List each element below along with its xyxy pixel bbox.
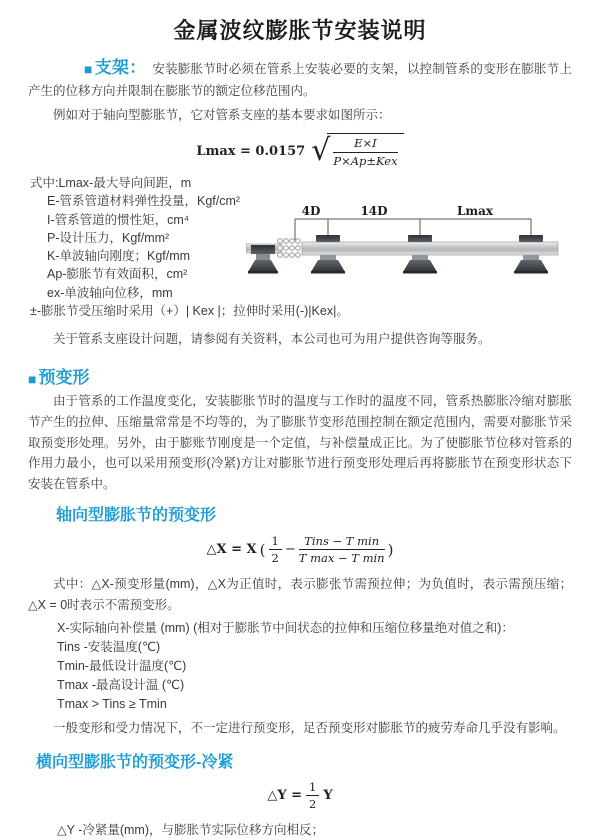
dy-half-numerator: 1 — [306, 780, 319, 797]
lateral-predeform-formula — [0, 780, 600, 812]
dimension-label-4d: 4D — [301, 204, 321, 218]
dx-formula-lhs: △X = X — [206, 542, 257, 558]
definition-line: I-管系管道的惯性矩，cm⁴ — [47, 212, 190, 227]
predeform-section-heading — [28, 363, 600, 388]
sqrt-expression — [311, 133, 403, 169]
axial-note-text: 一般变形和受力情况下，不一定进行预变形，足否预变形对膨胀节的疲劳寿命几乎没有影响。 — [53, 720, 566, 735]
dimension-label-lmax: Lmax — [456, 204, 494, 218]
pipe-main — [302, 242, 558, 255]
sqrt-radicand — [327, 133, 403, 169]
dx-half-numerator: 1 — [269, 534, 282, 551]
axial-item: Tins -安装温度(℃) — [57, 639, 161, 654]
definition-line: E-管系管道材料弹性投量，Kgf/cm² — [47, 194, 241, 209]
support-section-heading: 支架： — [94, 58, 147, 77]
lmax-fraction-numerator: E×I — [333, 136, 397, 153]
lmax-formula-lhs: Lmax = 0.0157 — [196, 143, 306, 159]
definition-line-plusminus: ±-膨胀节受压缩时采用（+）| Kex |；拉伸时采用(-)|Kex|。 — [30, 304, 349, 319]
lmax-fraction — [333, 136, 397, 169]
predeform-paragraph: 由于管系的工作温度变化，安装膨胀节时的温度与工作时的温度不同，管系热膨胀冷缩对膨胀节产生的拉伸、压缩量常常是不均等的，为了膨胀节变形范围控制在额定范围内，需要对膨胀节采取预变形处理。另外，由于膨账节刚度是一个定值，与补偿量成正比。为了使膨胀节位移对管系的作用力最小，也可以采用预变形(冷紧)方让对膨胀节进行预变形处理后再将膨胀节在预变形状态下安装在管系中。 — [28, 394, 572, 492]
dx-temp-fraction — [299, 534, 385, 567]
sqrt-radical-icon: √ — [311, 133, 331, 169]
support-intro-text: 安装膨胀节时必须在管系上安装必要的支架，以控制管系的变形在膨胀节上产生的位移方向并限制在膨胀节的额定位移范围内。 — [28, 62, 572, 98]
axial-example-text: 例如对于轴向型膨胀节，它对管系支座的基本要求如图所示： — [53, 108, 391, 122]
dx-temp-denominator: T max − T min — [298, 551, 385, 566]
lateral-predeform-heading: 横向型膨胀节的预变形-冷紧 — [36, 753, 234, 771]
axial-item: Tmax > Tins ≥ Tmin — [57, 696, 167, 711]
pipe-support-diagram — [246, 202, 600, 287]
document-page — [0, 14, 600, 837]
lmax-formula — [0, 132, 600, 170]
axial-item: X-实际轴向补偿量 (mm) (相对于膨胀节中间状态的拉伸和压缩位移量绝对值之和)： — [57, 620, 514, 635]
dx-open-paren: ( — [259, 540, 266, 559]
definition-line: K-单波轴向刚度；Kgf/mm — [47, 249, 191, 264]
dy-half-fraction — [306, 780, 319, 813]
predeform-heading-label: 预变形 — [38, 368, 90, 387]
definition-line: ex-单波轴向位移，mm — [47, 285, 173, 300]
section-marker-icon: ■ — [28, 371, 37, 387]
dimension-label-14d: 14D — [360, 204, 388, 218]
bellows-icon — [278, 239, 301, 258]
anchor-support — [248, 245, 278, 274]
section-marker-icon: ■ — [84, 61, 93, 77]
dx-half-denominator: 2 — [271, 551, 279, 566]
axial-item: Tmax -最高设计温 (℃) — [57, 677, 185, 692]
axial-item: Tmin-最低设计温度(℃) — [57, 658, 187, 673]
definition-line: 式中:Lmax-最大导向间距，m — [30, 176, 192, 190]
definition-line: P-设计压力，Kgf/mm² — [47, 230, 170, 245]
page-title: 金属波纹膨胀节安装说明 — [173, 18, 427, 43]
definitions-block — [30, 174, 600, 324]
dy-half-denominator: 2 — [309, 797, 317, 812]
lateral-note-text: △Y -冷紧量(mm)，与膨胀节实际位移方向相反； — [57, 822, 325, 837]
definition-line: Ap-膨胀节有效面积，cm² — [47, 267, 188, 282]
lmax-fraction-denominator: P×Ap±Kex — [333, 154, 398, 168]
dx-half-fraction — [269, 534, 282, 567]
support-intro-paragraph — [28, 57, 572, 102]
dx-temp-numerator: Tins − T min — [299, 534, 385, 551]
dx-explanation-text: 式中：△X-预变形量(mm)，△X为正值时，表示膨张节需预拉伸；为负值时，表示需预压缩；△X = 0时表示不需预变形。 — [28, 576, 572, 612]
dy-formula-rhs: Y — [323, 788, 333, 804]
axial-predeform-formula — [0, 532, 600, 568]
support-closing-text: 关于管系支座设计问题，请参阅有关资料，本公司也可为用户提供咨询等服务。 — [53, 332, 491, 346]
dy-formula-lhs: △Y = — [267, 788, 303, 804]
dx-minus-sign: − — [284, 542, 296, 558]
axial-predeform-heading: 轴向型膨胀节的预变形 — [56, 506, 217, 524]
dx-close-paren: ) — [387, 540, 394, 559]
